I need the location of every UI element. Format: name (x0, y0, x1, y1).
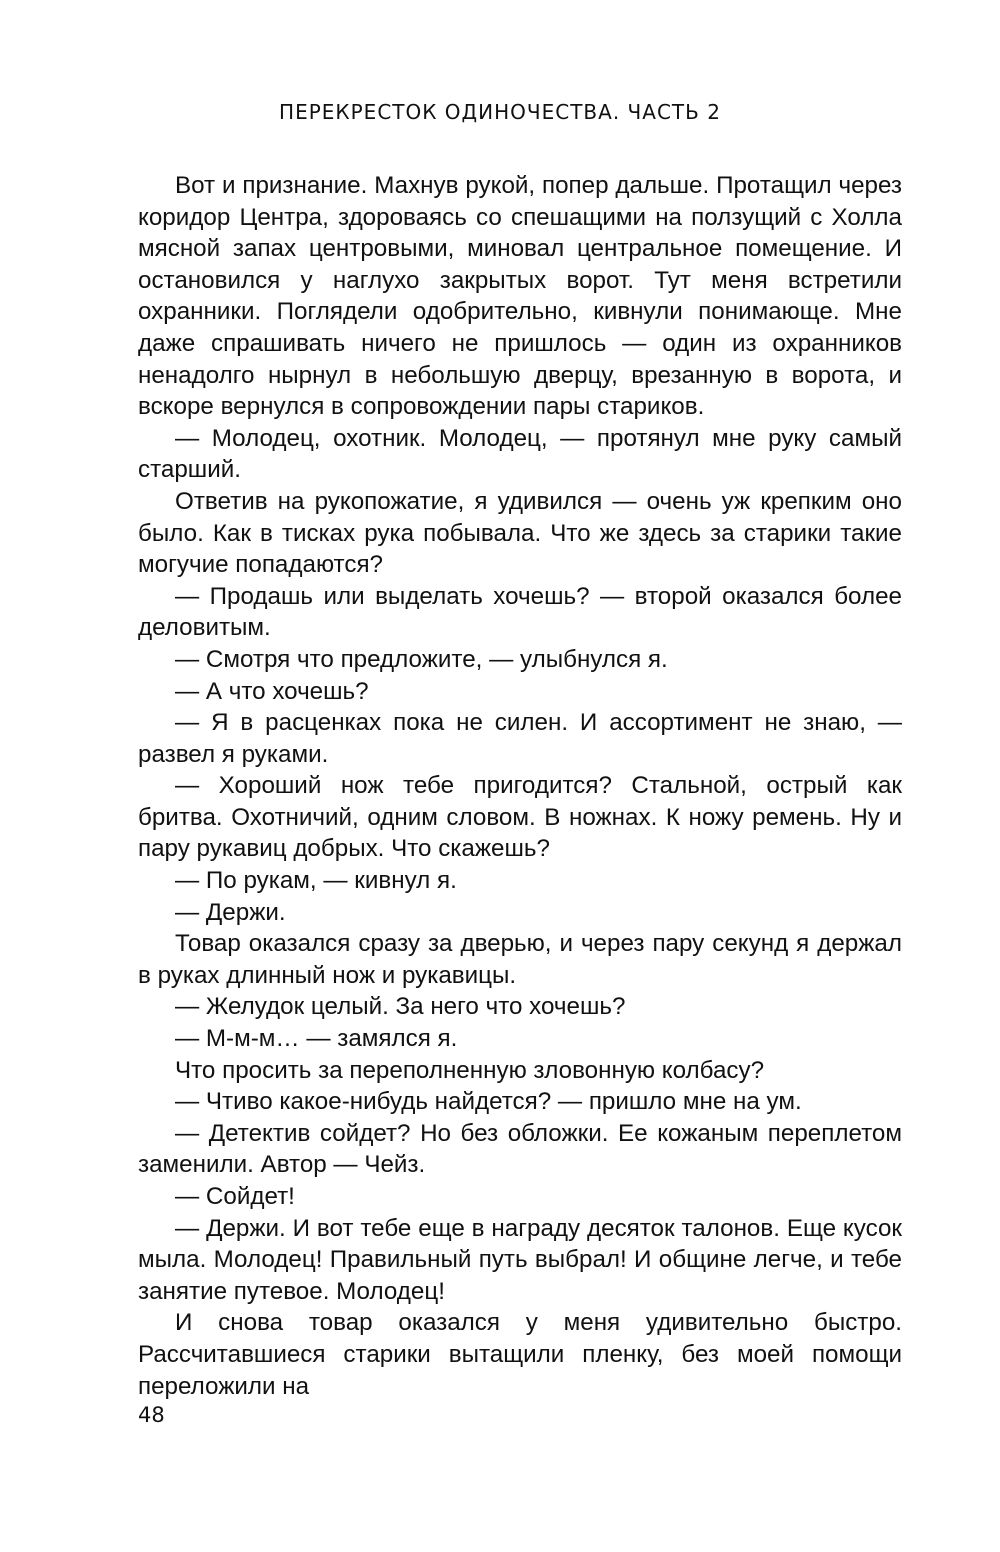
paragraph: — Держи. И вот тебе еще в награду десяток талонов. Еще кусок мыла. Молодец! Правильный путь выбрал! И общине легче, и тебе занятие путевое. Молодец! (138, 1214, 902, 1305)
paragraph: И снова товар оказался у меня удивительно быстро. Рассчитавшиеся старики вытащили пленку, без моей помощи переложили на (138, 1309, 902, 1400)
page-number: 48 (138, 1403, 165, 1427)
paragraph: Товар оказался сразу за дверью, и через пару секунд я держал в руках длинный нож и рукавицы. (138, 930, 902, 989)
paragraph: — Молодец, охотник. Молодец, — протянул мне руку самый старший. (138, 424, 902, 484)
paragraph: — Продашь или выделать хочешь? — второй оказался более деловитым. (138, 582, 902, 642)
paragraph: — Я в расценках пока не силен. И ассортимент не знаю, — развел я руками. (138, 709, 902, 768)
paragraph: Что просить за переполненную зловонную колбасу? (175, 1056, 765, 1084)
paragraph: Ответив на рукопожатие, я удивился — очень уж крепким оно было. Как в тисках рука побывала. Что же здесь за старики такие могучие попадаются? (138, 487, 902, 579)
paragraph: — Хороший нож тебе пригодится? Стальной, острый как бритва. Охотничий, одним словом. В ножнах. К ножу ремень. Ну и пару рукавиц добрых. Что скажешь? (138, 772, 902, 863)
paragraph: — А что хочешь? (175, 677, 369, 705)
paragraph: — Чтиво какое-нибудь найдется? — пришло мне на ум. (175, 1088, 802, 1116)
paragraph: — Желудок целый. За него что хочешь? (175, 993, 626, 1021)
paragraph: — По рукам, — кивнул я. (175, 867, 457, 895)
body-text (138, 170, 902, 1402)
paragraph: — Смотря что предложите, — улыбнулся я. (175, 645, 668, 673)
paragraph: — М-м-м… — замялся я. (175, 1025, 458, 1053)
paragraph: — Сойдет! (175, 1183, 295, 1210)
paragraph: — Детектив сойдет? Но без обложки. Ее кожаным переплетом заменили. Автор — Чейз. (138, 1119, 902, 1179)
paragraph: — Держи. (175, 898, 286, 926)
paragraph: Вот и признание. Махнув рукой, попер дальше. Протащил через коридор Центра, здороваясь со спешащими на ползущий с Холла мясной запах центровыми, миновал центральное помещение. И остановился у наглухо закрытых ворот. Тут меня встретили охранники. Поглядели одобрительно, кивнули понимающе. Мне даже спрашивать ничего не пришлось — один из охранников ненадолго нырнул в небольшую дверцу, врезанную в ворота, и вскоре вернулся в сопровождении пары стариков. (138, 172, 902, 421)
running-header: ПЕРЕКРЕСТОК ОДИНОЧЕСТВА. ЧАСТЬ 2 (279, 100, 721, 124)
